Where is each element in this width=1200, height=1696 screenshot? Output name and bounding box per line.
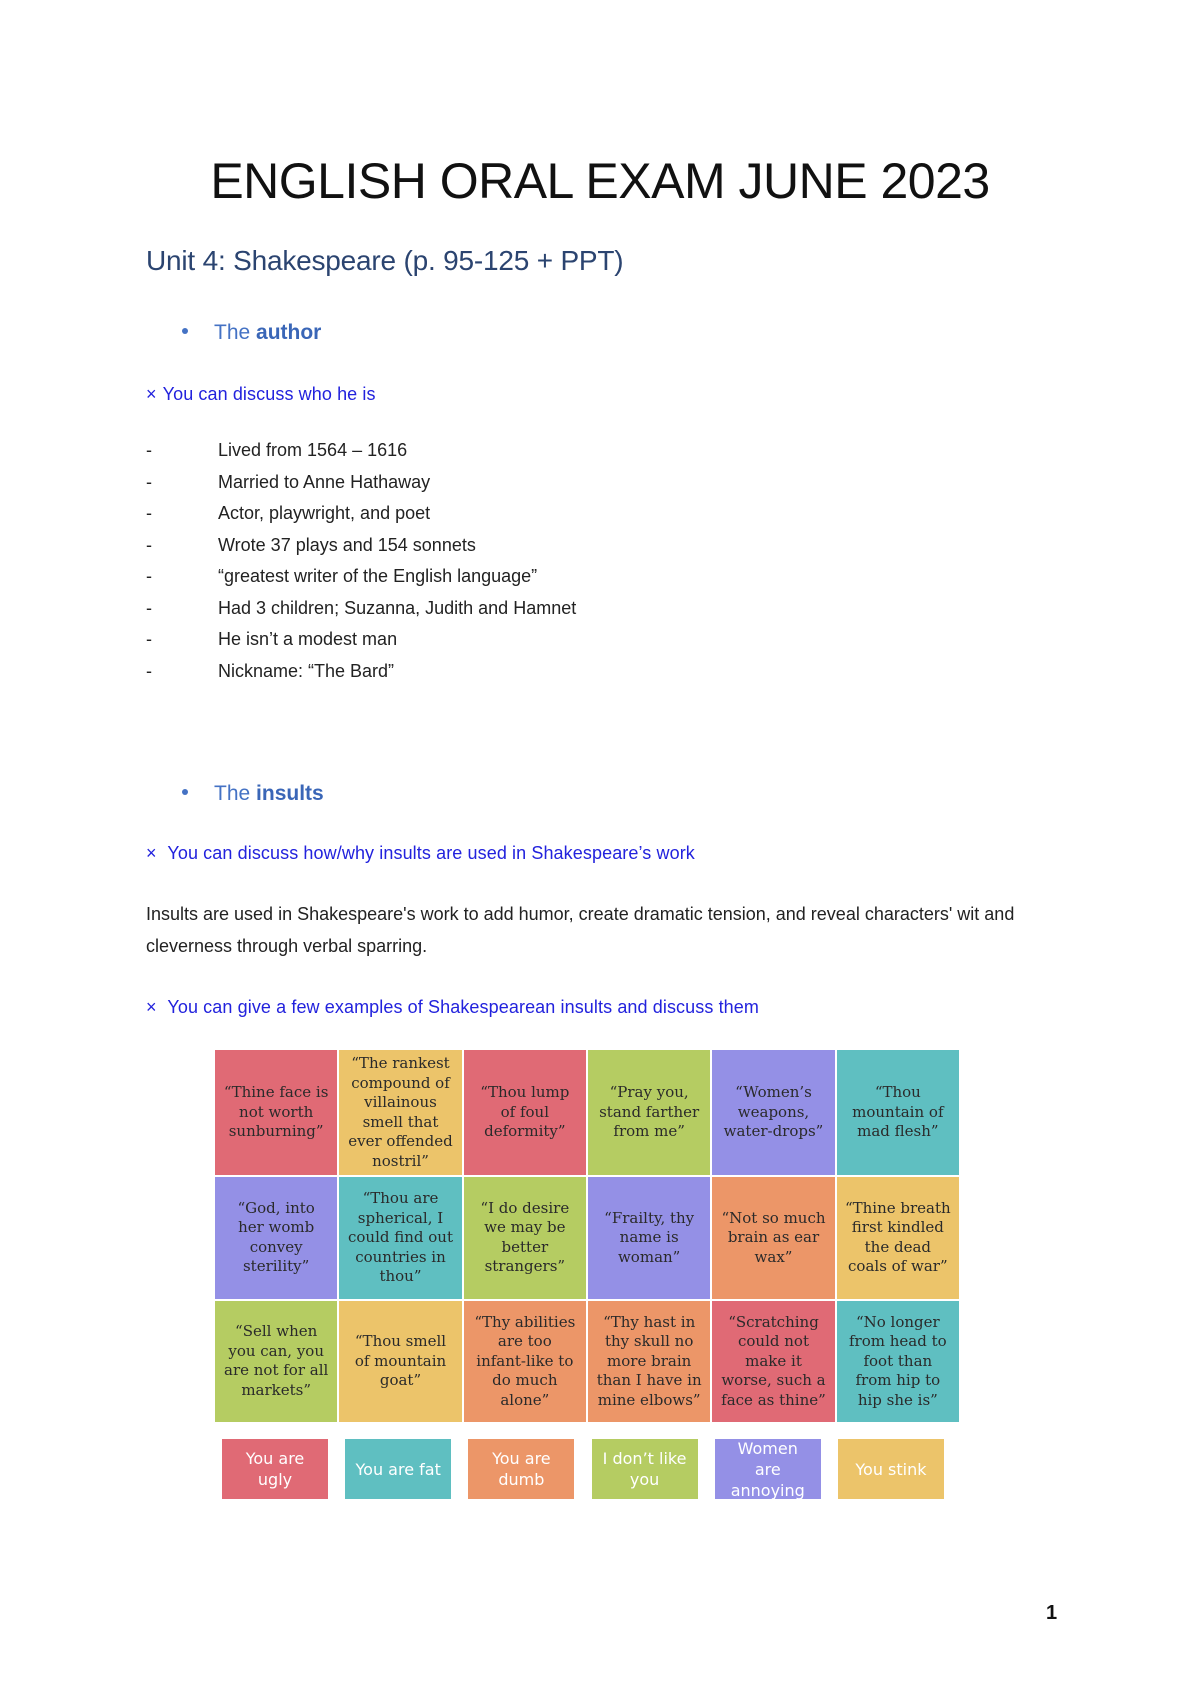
fact-text: Married to Anne Hathaway: [218, 471, 431, 492]
dash-marker: -: [146, 660, 152, 681]
insult-quote-cell: “Pray you, stand farther from me”: [588, 1050, 710, 1175]
cross-mark-icon: ×: [146, 997, 157, 1017]
insult-quote-cell: “Sell when you can, you are not for all markets”: [215, 1301, 337, 1423]
page-number: 1: [1046, 1602, 1058, 1624]
insult-meaning-label: You are fat: [345, 1439, 451, 1499]
insult-quote-cell: “Thy abilities are too infant-like to do much alone”: [464, 1301, 586, 1423]
insult-meaning-label: You stink: [838, 1439, 944, 1499]
list-item: [146, 503, 576, 535]
task-discuss-insults: [146, 843, 695, 864]
insult-quote-cell: “No longer from head to foot than from hip to hip she is”: [837, 1301, 959, 1423]
insult-quote-cell: “Frailty, thy name is woman”: [588, 1177, 710, 1299]
insult-meaning-label: I don’t like you: [592, 1439, 698, 1499]
insult-meaning-label: Women are annoying: [715, 1439, 821, 1499]
dash-marker: -: [146, 440, 152, 460]
fact-text: Lived from 1564 – 1616: [218, 440, 408, 460]
list-item: [146, 629, 576, 661]
bullet-dot-icon: [182, 789, 188, 795]
insult-quote-cell: “I do desire we may be better strangers”: [464, 1177, 586, 1299]
dash-marker: -: [146, 597, 152, 618]
insult-quote-cell: “Not so much brain as ear wax”: [712, 1177, 834, 1299]
task-give-examples: [146, 997, 759, 1018]
cross-mark-icon: ×: [146, 843, 157, 863]
section-heading-keyword: author: [256, 321, 322, 344]
dash-marker: -: [146, 566, 152, 586]
list-item: [146, 661, 576, 693]
dash-marker: -: [146, 503, 152, 523]
insult-quote-cell: “Scratching could not make it worse, such a face as thine”: [712, 1301, 834, 1423]
section-heading-prefix: The: [214, 782, 251, 805]
fact-text: He isn’t a modest man: [218, 629, 398, 649]
insult-quote-cell: “Thou lump of foul deformity”: [464, 1050, 586, 1175]
cross-mark-icon: ×: [146, 384, 157, 404]
insult-quote-cell: “Thou mountain of mad flesh”: [837, 1050, 959, 1175]
fact-text: Nickname: “The Bard”: [218, 660, 395, 681]
insult-quote-grid: [215, 1050, 959, 1422]
insult-quote-cell: “Thine breath first kindled the dead coals of war”: [837, 1177, 959, 1299]
bullet-dot-icon: [182, 328, 188, 334]
insult-quote-cell: “Thou are spherical, I could find out countries in thou”: [339, 1177, 461, 1299]
task-text: You can give a few examples of Shakespearean insults and discuss them: [167, 997, 759, 1017]
unit-heading: Unit 4: Shakespeare (p. 95-125 + PPT): [146, 245, 624, 276]
insults-paragraph: Insults are used in Shakespeare's work to add humor, create dramatic tension, and reveal characters' wit and cleverness through verbal sparring.: [146, 904, 1015, 956]
section-heading-keyword: insults: [256, 782, 324, 805]
insult-quote-cell: “Thou smell of mountain goat”: [339, 1301, 461, 1423]
list-item: [146, 440, 576, 472]
list-item: [146, 598, 576, 630]
section-heading-author: [182, 321, 321, 345]
author-facts-list: [146, 440, 576, 692]
dash-marker: -: [146, 471, 152, 492]
insult-quote-cell: “The rankest compound of villainous smell that ever offended nostril”: [339, 1050, 461, 1175]
insult-quote-cell: “Thine face is not worth sunburning”: [215, 1050, 337, 1175]
fact-text: Actor, playwright, and poet: [218, 503, 431, 523]
section-heading-prefix: The: [214, 321, 251, 344]
insult-quote-cell: “Thy hast in thy skull no more brain than I have in mine elbows”: [588, 1301, 710, 1423]
insult-meaning-labels: [222, 1439, 944, 1499]
insult-meaning-label: You are dumb: [468, 1439, 574, 1499]
fact-text: Wrote 37 plays and 154 sonnets: [218, 534, 476, 555]
fact-text: “greatest writer of the English language”: [218, 566, 538, 586]
task-text: You can discuss who he is: [162, 384, 376, 404]
list-item: [146, 566, 576, 598]
document-title: ENGLISH ORAL EXAM JUNE 2023: [210, 153, 990, 209]
list-item: [146, 472, 576, 504]
task-discuss-author: [146, 384, 376, 405]
insult-quote-cell: “God, into her womb convey sterility”: [215, 1177, 337, 1299]
insult-quote-cell: “Women’s weapons, water-drops”: [712, 1050, 834, 1175]
dash-marker: -: [146, 629, 152, 649]
fact-text: Had 3 children; Suzanna, Judith and Hamnet: [218, 597, 577, 618]
list-item: [146, 535, 576, 567]
task-text: You can discuss how/why insults are used in Shakespeare’s work: [167, 843, 695, 863]
section-heading-insults: [182, 782, 324, 806]
dash-marker: -: [146, 534, 152, 555]
insult-meaning-label: You are ugly: [222, 1439, 328, 1499]
